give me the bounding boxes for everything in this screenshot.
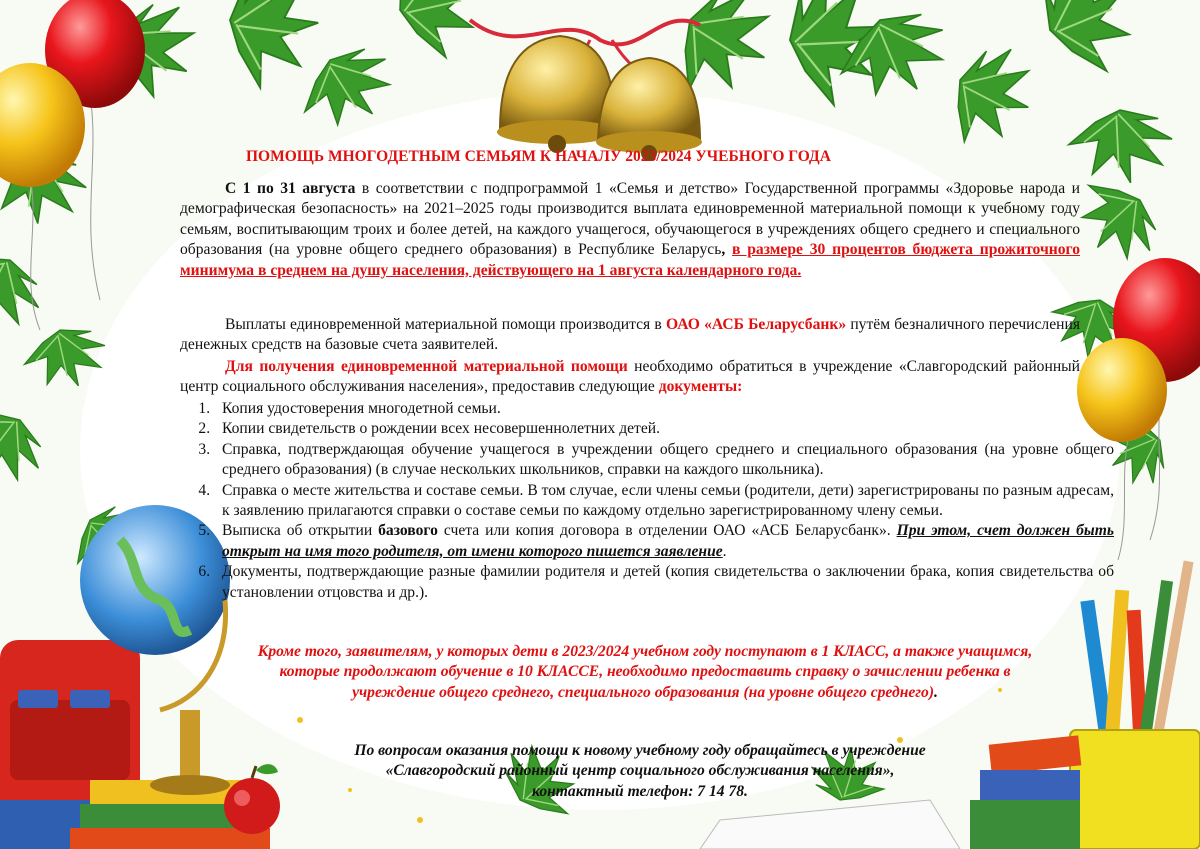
contact-line-2: «Славгородский районный центр социального обслуживания населения», xyxy=(385,762,895,780)
apply-text: необходимо обратиться в учреждение «Славгородский районный центр социального обслуживания населения», предоставив следующие xyxy=(180,358,1080,396)
contact-info xyxy=(210,741,1070,802)
dates-text: С 1 по 31 августа xyxy=(225,180,356,197)
documents-list xyxy=(180,399,1114,603)
first-class-note: Кроме того, заявителям, у которых дети в 2023/2024 учебном году поступают в 1 КЛАСС, а также учащимся, которые продолжают обучение в 10 КЛАССЕ, необходимо предоставить справку о зачислении ребенка в учреждение общего среднего, специального образования (на уровне общего среднего). xyxy=(257,643,1033,701)
paragraph-apply xyxy=(180,357,1080,398)
list-item: 3. Справка, подтверждающая обучение учащегося в учреждении общего среднего и специального образования (на уровне общего среднего образования) (в случае нескольких школьников, справки на каждого школьника). xyxy=(214,440,1114,481)
list-item: 6. Документы, подтверждающие разные фамилии родителя и детей (копия свидетельства о заключении брака, копия свидетельства об установлении отцовства и др.). xyxy=(214,562,1114,603)
payment-text-start: Выплаты единовременной материальной помощи производится в xyxy=(225,316,666,333)
list-item: 4. Справка о месте жительства и составе семьи. В том случае, если члены семьи (родители, дети) зарегистрированы по разным адресам, к заявлению прилагаются справки о составе семьи по каждому отдельно зарегистрированному члену семьи. xyxy=(214,481,1114,522)
bank-name: ОАО «АСБ Беларусбанк» xyxy=(665,316,847,333)
page-title: ПОМОЩЬ МНОГОДЕТНЫМ СЕМЬЯМ К НАЧАЛУ 2023/2024 УЧЕБНОГО ГОДА xyxy=(246,148,831,165)
list-item: 1. Копия удостоверения многодетной семьи. xyxy=(214,399,1114,419)
contact-line-1: По вопросам оказания помощи к новому учебному году обращайтесь в учреждение xyxy=(354,742,926,759)
paragraph-payment xyxy=(180,315,1080,356)
list-item: 2. Копии свидетельств о рождении всех несовершеннолетних детей. xyxy=(214,419,1114,439)
intro-text: в соответствии с подпрограммой 1 «Семья и детство» Государственной программы «Здоровье народа и демографическая безопасность» на 2021–2025 годы производится выплата единовременной материальной помощи к учебному году семьям, воспитывающим троих и более детей, на каждого учащегося, обучающегося в учреждениях общего среднего и специального образования (на уровне общего среднего образования) в Республике Беларусь xyxy=(180,180,1080,259)
amount-text: в размере 30 процентов бюджета прожиточного минимума в среднем на душу населения, действующего на 1 августа календарного года. xyxy=(180,241,1081,279)
payment-text-end: путём безналичного перечисления денежных средств на базовые счета заявителей. xyxy=(180,316,1080,354)
paragraph-intro xyxy=(180,179,1080,281)
apply-lead: Для получения единовременной материальной помощи xyxy=(225,358,628,375)
contact-phone: контактный телефон: 7 14 78. xyxy=(532,782,748,800)
intro-comma: , xyxy=(721,241,733,259)
documents-word: документы: xyxy=(658,378,743,396)
list-item: 5. Выписка об открытии базового счета или копия договора в отделении ОАО «АСБ Беларусбанк». При этом, счет должен быть открыт на имя того родителя, от имени которого пишется заявление. xyxy=(214,521,1114,562)
